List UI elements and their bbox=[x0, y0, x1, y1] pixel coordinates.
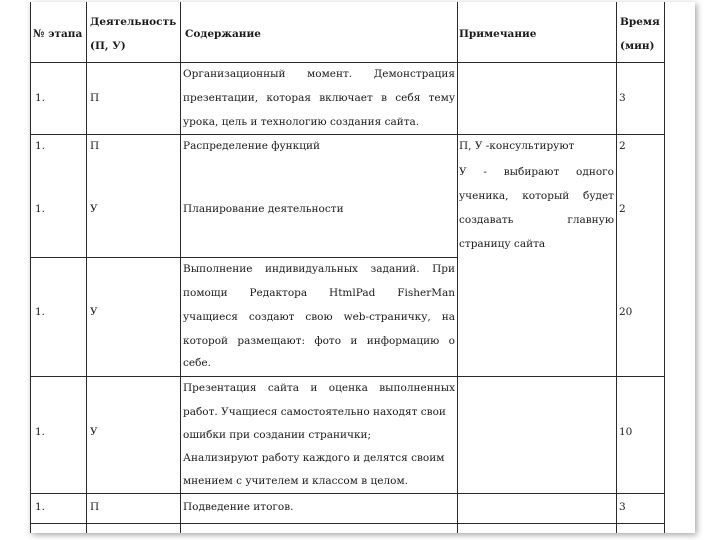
row-3-stage: 1. bbox=[35, 203, 46, 215]
row-1-content-line-1: Организационный момент. Демонстрация bbox=[183, 68, 455, 80]
row-2-stage: 1. bbox=[35, 140, 46, 152]
header-activity-line1: Деятельность bbox=[90, 16, 177, 28]
row-4-content-line-1: Выполнение индивидуальных заданий. При bbox=[183, 263, 455, 275]
row-1-activity: П bbox=[90, 92, 100, 104]
row-6-time: 3 bbox=[619, 501, 626, 513]
row-2-content-line-1: Распределение функций bbox=[183, 140, 320, 152]
row-4-content-line-5: себе. bbox=[183, 357, 211, 369]
row-3-note-line-1: У - выбирают одного bbox=[459, 166, 614, 178]
row-6-stage: 1. bbox=[35, 501, 46, 513]
row-divider bbox=[30, 493, 665, 494]
row-5-content-line-4: Анализируют работу каждого и делятся своим bbox=[183, 452, 445, 464]
row-6-content-line-1: Подведение итогов. bbox=[183, 501, 294, 513]
row-3-time: 2 bbox=[619, 203, 626, 215]
row-2-note-line-1: П, У -консультируют bbox=[459, 140, 575, 152]
row-4-content-line-3: учащиеся создают свою web-страничку, на bbox=[183, 311, 455, 323]
column-divider-activity bbox=[180, 2, 181, 533]
column-divider-stage bbox=[86, 2, 87, 533]
row-5-content-line-5: мнением с учителем и классом в целом. bbox=[183, 475, 408, 487]
header-content: Содержание bbox=[185, 28, 261, 40]
row-5-time: 10 bbox=[619, 426, 633, 438]
table-border-bottom bbox=[30, 523, 665, 524]
row-6-activity: П bbox=[90, 501, 100, 513]
row-5-content-line-3: ошибки при создании странички; bbox=[183, 429, 372, 441]
row-5-content-line-1: Презентация сайта и оценка выполненных bbox=[183, 382, 455, 394]
row-2-activity: П bbox=[90, 140, 100, 152]
row-5-stage: 1. bbox=[35, 426, 46, 438]
table-border-left bbox=[30, 2, 31, 533]
column-divider-note bbox=[616, 2, 617, 533]
row-2-time: 2 bbox=[619, 140, 626, 152]
row-4-activity: У bbox=[90, 306, 98, 318]
header-activity-line2: (П, У) bbox=[90, 40, 126, 52]
header-note: Примечание bbox=[459, 28, 537, 40]
row-1-content-line-3: урока, цель и технологию создания сайта. bbox=[183, 116, 420, 128]
row-1-stage: 1. bbox=[35, 92, 46, 104]
row-3-activity: У bbox=[90, 203, 98, 215]
row-4-stage: 1. bbox=[35, 306, 46, 318]
row-3-note-line-2: ученика, который будет bbox=[459, 190, 614, 202]
row-3-content-line-1: Планирование деятельности bbox=[183, 203, 344, 215]
row-1-content-line-2: презентации, которая включает в себя тему bbox=[183, 92, 455, 104]
row-5-content-line-2: работ. Учащиеся самостоятельно находят свои bbox=[183, 406, 446, 418]
table-frame bbox=[30, 2, 695, 533]
row-4-content-line-2: помощи Редактора HtmlPad FisherMan bbox=[183, 287, 455, 299]
row-1-time: 3 bbox=[619, 92, 626, 104]
row-4-time: 20 bbox=[619, 306, 633, 318]
header-time-line1: Время bbox=[620, 16, 660, 28]
row-4-content-line-4: которой размещают: фото и информацию о bbox=[183, 335, 455, 347]
header-stage-no: № этапа bbox=[33, 28, 83, 40]
row-3-note-line-3: создавать главную bbox=[459, 214, 614, 226]
header-time-line2: (мин) bbox=[620, 40, 655, 52]
table-border-right bbox=[664, 2, 665, 533]
column-divider-content bbox=[457, 2, 458, 533]
row-5-activity: У bbox=[90, 426, 98, 438]
row-3-note-line-4: страницу сайта bbox=[459, 238, 546, 250]
